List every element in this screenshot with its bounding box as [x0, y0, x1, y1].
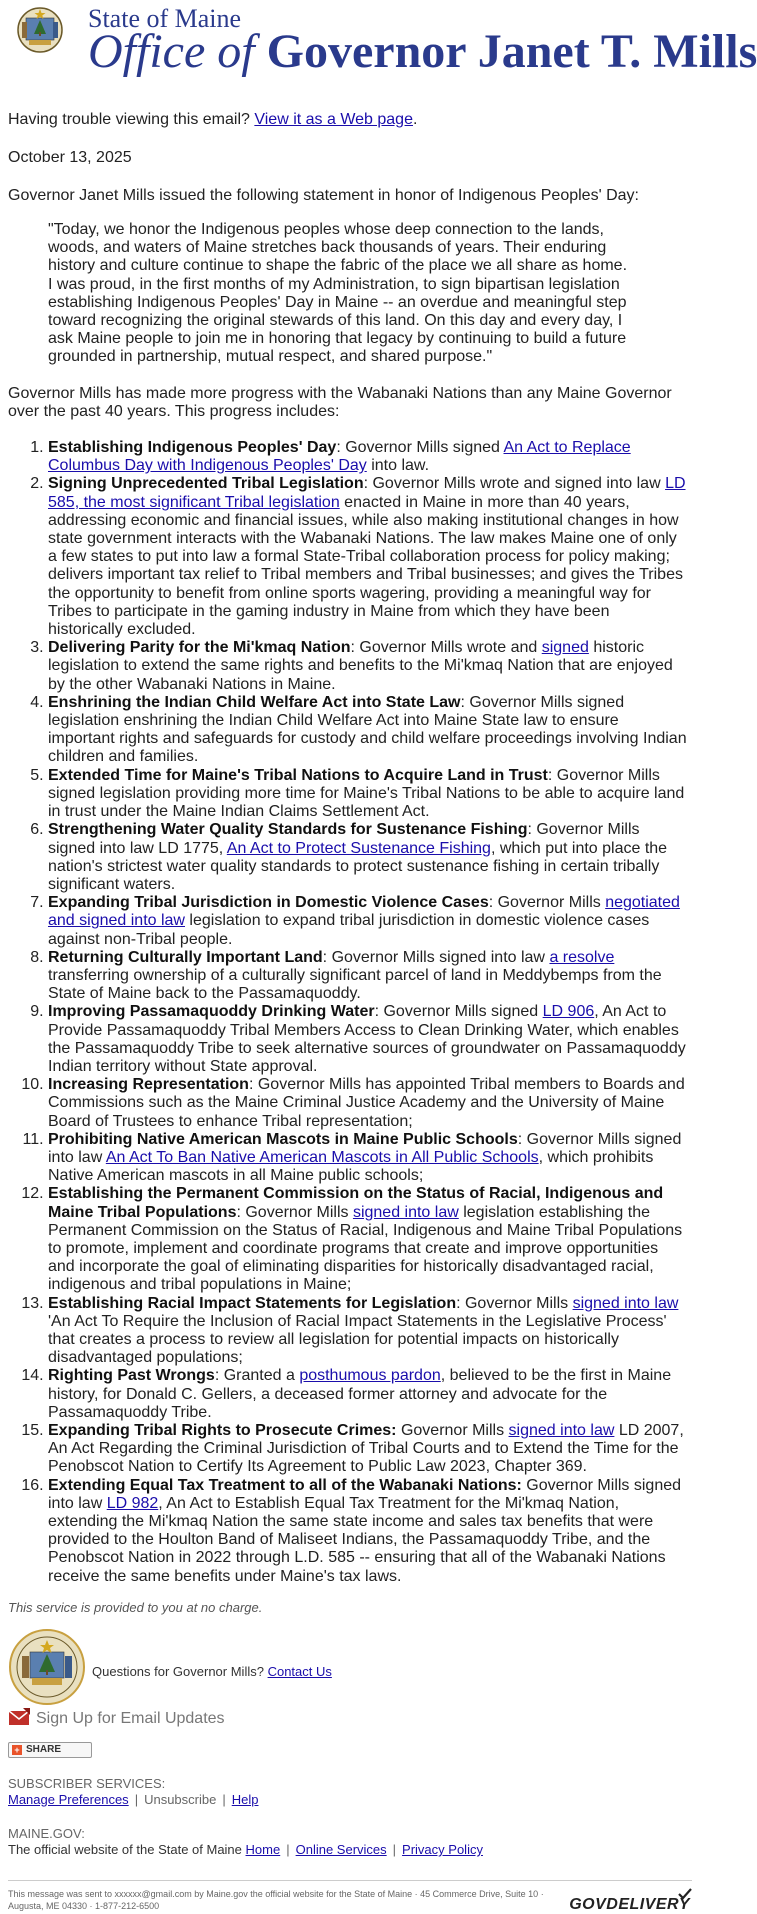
envelope-icon	[8, 1708, 30, 1728]
progress-item-title: Establishing Racial Impact Statements for Legislation	[48, 1294, 457, 1312]
progress-item-text: : Governor Mills signed into law	[322, 948, 550, 966]
progress-item-title: Establishing Indigenous Peoples' Day	[48, 439, 337, 457]
progress-item-text: : Governor Mills signed legislation providing more time for Maine's Tribal Nations to be able to acquire land in trust under the Maine Indian Claims Settlement Act.	[48, 766, 685, 821]
progress-item-link[interactable]: posthumous pardon	[299, 1367, 441, 1385]
progress-item-text: : Granted a	[214, 1367, 300, 1385]
email-body	[8, 110, 692, 1586]
progress-item-link[interactable]: An Act to Protect Sustenance Fishing	[226, 839, 491, 857]
progress-item-link[interactable]: signed into law	[572, 1294, 679, 1312]
manage-preferences-link[interactable]: Manage Preferences	[8, 1792, 129, 1807]
progress-item-title: Prohibiting Native American Mascots in Maine Public Schools	[48, 1130, 518, 1148]
progress-item	[48, 949, 688, 1004]
questions-text: Questions for Governor Mills?	[92, 1664, 264, 1679]
progress-item-text: legislation establishing the Permanent Commission on the Status of Racial, Indigenous and Maine Tribal Populations to promote, implement and coordinate programs that create and improve opportunities and incorporate the goal of eliminating disparities for historically disadvantaged racial, indigenous and tribal populations in Maine;	[48, 1203, 683, 1294]
date-line: October 13, 2025	[8, 149, 132, 166]
progress-item-text: : Governor Mills signed into law LD 1775,	[48, 821, 640, 857]
progress-item	[48, 475, 688, 639]
progress-item-link[interactable]: signed	[541, 639, 589, 657]
progress-item-title: Extended Time for Maine's Tribal Nations to Acquire Land in Trust	[48, 766, 548, 784]
help-link[interactable]: Help	[231, 1792, 259, 1807]
progress-item-link[interactable]: signed into law	[352, 1203, 459, 1221]
progress-item-text: : Governor Mills signed	[374, 1003, 543, 1021]
footer-divider	[8, 1880, 692, 1881]
office-title	[88, 25, 757, 78]
progress-item	[48, 1185, 688, 1294]
subscriber-links: Manage Preferences | Unsubscribe | Help	[8, 1792, 259, 1807]
unsubscribe-text[interactable]: Unsubscribe	[144, 1792, 217, 1807]
subscriber-services-heading: SUBSCRIBER SERVICES:	[8, 1776, 166, 1791]
progress-item	[48, 1422, 688, 1477]
progress-item-link[interactable]: LD 906	[542, 1003, 595, 1021]
progress-item-text: transferring ownership of a culturally significant parcel of land in Meddybemps from the State of Maine back to the Passamaquoddy.	[48, 966, 662, 1003]
share-button[interactable]	[8, 1742, 92, 1758]
progress-item-text: : Governor Mills wrote and	[350, 639, 542, 657]
progress-item-text: : Governor Mills signed into law	[48, 1130, 682, 1166]
view-web-page-link[interactable]: View it as a Web page	[254, 111, 413, 128]
progress-item	[48, 821, 688, 894]
govdelivery-logo[interactable]	[569, 1888, 692, 1914]
state-seal-icon	[8, 1628, 86, 1706]
plus-icon: +	[12, 1745, 22, 1755]
progress-item-title: Expanding Tribal Jurisdiction in Domestic Violence Cases	[48, 894, 489, 912]
office-of-label: Office of	[88, 25, 255, 78]
home-link[interactable]: Home	[245, 1842, 281, 1857]
signup-label: Sign Up for Email Updates	[36, 1710, 225, 1727]
progress-item-text: : Governor Mills	[236, 1203, 353, 1221]
questions-line	[92, 1664, 332, 1679]
progress-item-link[interactable]: LD 585, the most significant Tribal legislation	[48, 475, 686, 511]
govdelivery-wordmark: GOVDELIVERY	[569, 1896, 690, 1913]
progress-item-text: , believed to be the first in Maine history, for Donald C. Gellers, a deceased former attorney and advocate for the Passamaquoddy Tribe.	[48, 1367, 672, 1421]
progress-item-title: Delivering Parity for the Mi'kmaq Nation	[48, 639, 351, 657]
progress-item	[48, 1003, 688, 1076]
official-site-text: The official website of the State of Maine	[8, 1842, 242, 1857]
progress-item	[48, 767, 688, 822]
progress-item-title: Expanding Tribal Rights to Prosecute Crimes:	[48, 1422, 397, 1439]
trouble-viewing-line: Having trouble viewing this email? View it as a Web page.	[8, 111, 418, 128]
progress-item-title: Improving Passamaquoddy Drinking Water	[48, 1003, 375, 1021]
share-label: SHARE	[26, 1744, 62, 1755]
progress-item-text: 'An Act To Require the Inclusion of Racial Impact Statements in the Legislative Process' that creates a process to review all legislation for potential impacts on historically disadvantaged populations;	[48, 1312, 667, 1367]
progress-item-link[interactable]: An Act To Ban Native American Mascots in All Public Schools	[105, 1148, 539, 1166]
intro-line: Governor Janet Mills issued the following statement in honor of Indigenous Peoples' Day:	[8, 187, 639, 204]
progress-item	[48, 1295, 688, 1368]
progress-item	[48, 639, 688, 694]
progress-item-text: : Governor Mills	[456, 1294, 573, 1312]
state-of-maine-heading: State of Maine	[88, 4, 242, 33]
progress-item-text: , which put into place the nation's strictest water quality standards to protect sustenance fishing in certain tribally significant waters.	[48, 839, 668, 893]
fine-print: This message was sent to xxxxxx@gmail.com by Maine.gov the official website for the State of Maine · 45 Commerce Drive, Suite 10 · Augusta, ME 04330 · 1-877-212-6500	[8, 1889, 544, 1911]
progress-item-title: Signing Unprecedented Tribal Legislation	[48, 475, 364, 493]
progress-item-text: into law.	[366, 457, 430, 475]
governor-quote: "Today, we honor the Indigenous peoples whose deep connection to the lands, woods, and waters of Maine stretches back thousands of years. Their enduring history and culture continue to shape the fabric of the place we all share as home. I was proud, in the first months of my Administration, to sign bipartisan legislation establishing Indigenous Peoples' Day in Maine -- an overdue and meaningful step toward recognizing the original stewards of this land. On this day and every day, I ask Maine people to join me in honoring that legacy by continuing to build a future grounded in partnership, mutual respect, and shared purpose."	[48, 221, 628, 366]
privacy-policy-link[interactable]: Privacy Policy	[402, 1842, 483, 1857]
progress-item	[48, 694, 688, 767]
progress-intro: Governor Mills has made more progress with the Wabanaki Nations than any Maine Governor over the past 40 years. This progress includes:	[8, 384, 672, 420]
progress-item-title: Increasing Representation	[48, 1076, 249, 1094]
progress-item	[48, 1367, 688, 1422]
progress-item-text: , An Act to Establish Equal Tax Treatment for the Mi'kmaq Nation, extending the Mi'kmaq Nation the same state income and sales tax benefits that were provided to the Houlton Band of Maliseet Indians, the Passamaquoddy Tribe, and the Penobscot Nation in 2022 through L.D. 585 -- ensuring that all of the Wabanaki Nations receive the same benefits under Maine's tax laws.	[48, 1494, 666, 1585]
trouble-text: Having trouble viewing this email?	[8, 111, 250, 128]
progress-item	[48, 1076, 688, 1131]
progress-item-text: legislation to expand tribal jurisdiction in domestic violence cases against non-Tribal people.	[48, 912, 650, 948]
progress-item-link[interactable]: negotiated and signed into law	[48, 894, 680, 930]
progress-item-text: historic legislation to extend the same rights and benefits to the Mi'kmaq Nation that are enjoyed by the other Wabanaki Nations in Maine.	[48, 639, 673, 693]
progress-item-text: enacted in Maine in more than 40 years, addressing economic and financial issues, while also making institutional changes in how state government interacts with the Wabanaki Nations. The law makes Maine one of only a few states to put into law a formal State-Tribal collaboration process for policy making; delivers important tax relief to Tribal members and Tribal businesses; and gives the Tribes the opportunity to benefit from online sports wagering, providing a meaningful way for Tribes to participate in the gaming industry in Maine from which they have been historically excluded.	[48, 493, 683, 639]
progress-list	[8, 439, 688, 1586]
contact-us-link[interactable]: Contact Us	[267, 1664, 332, 1679]
progress-item-link[interactable]: a resolve	[549, 948, 615, 966]
progress-item-text: , which prohibits Native American mascots in all Maine public schools;	[48, 1148, 654, 1185]
progress-item-text: Governor Mills signed into law	[48, 1476, 682, 1512]
maine-gov-links: The official website of the State of Maine Home | Online Services | Privacy Policy	[8, 1842, 483, 1857]
progress-item-title: Establishing the Permanent Commission on the Status of Racial, Indigenous and Maine Tribal Populations	[48, 1185, 664, 1221]
progress-item-title: Returning Culturally Important Land	[48, 948, 323, 966]
online-services-link[interactable]: Online Services	[295, 1842, 387, 1857]
progress-item	[48, 1477, 688, 1586]
no-charge-note: This service is provided to you at no charge.	[8, 1600, 263, 1615]
progress-item-text: : Governor Mills signed	[336, 439, 504, 457]
progress-item-text: : Governor Mills	[488, 894, 606, 912]
progress-item-text: : Governor Mills has appointed Tribal members to Boards and Commissions such as the Maine Criminal Justice Academy and the University of Maine Board of Trustees to enhance Tribal representation;	[48, 1076, 685, 1130]
progress-item-text: : Governor Mills wrote and signed into law	[363, 475, 666, 493]
progress-item-text: , An Act to Provide Passamaquoddy Tribal Members Access to Clean Drinking Water, which enables the Passamaquoddy Tribe to seek alternative sources of groundwater on Passamaquoddy Indian territory without State approval.	[48, 1003, 686, 1075]
progress-item	[48, 439, 688, 475]
progress-item-title: Extending Equal Tax Treatment to all of the Wabanaki Nations:	[48, 1476, 522, 1494]
progress-item-title: Righting Past Wrongs	[48, 1367, 215, 1385]
state-seal-icon	[16, 6, 64, 54]
progress-item-text: Governor Mills	[396, 1422, 509, 1439]
progress-item	[48, 1131, 688, 1186]
progress-item-link[interactable]: An Act to Replace Columbus Day with Indigenous Peoples' Day	[48, 439, 631, 475]
progress-item-link[interactable]: LD 982	[106, 1494, 159, 1512]
progress-item	[48, 894, 688, 949]
progress-item-text: LD 2007, An Act Regarding the Criminal Jurisdiction of Tribal Courts and to Extend the Time for the Penobscot Nation to Certify Its Agreement to Public Law 2023, Chapter 369.	[48, 1422, 684, 1476]
governor-name: Governor Janet T. Mills	[266, 25, 757, 78]
email-header	[8, 4, 757, 78]
maine-gov-heading: MAINE.GOV:	[8, 1826, 85, 1841]
progress-item-text: : Governor Mills signed legislation enshrining the Indian Child Welfare Act into Maine State law to ensure important rights and safeguards for custody and child welfare proceedings involving Indian children and families.	[48, 693, 687, 766]
progress-item-title: Enshrining the Indian Child Welfare Act into State Law	[48, 693, 461, 711]
progress-item-title: Strengthening Water Quality Standards for Sustenance Fishing	[48, 821, 528, 839]
progress-item-link[interactable]: signed into law	[508, 1422, 615, 1439]
